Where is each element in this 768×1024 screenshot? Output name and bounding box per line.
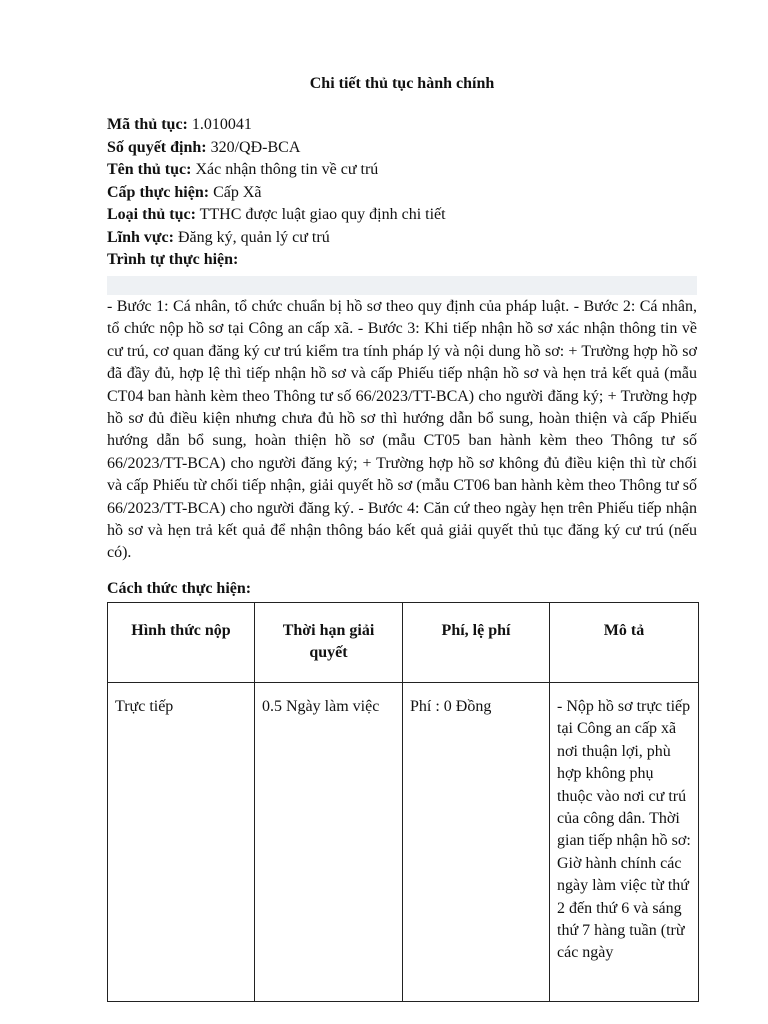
field-level <box>107 182 697 205</box>
table-cell <box>550 683 699 1002</box>
table-cell <box>108 683 255 1002</box>
field-decision-number <box>107 137 697 160</box>
column-header-description: Mô tả <box>550 603 699 683</box>
field-sequence <box>107 249 697 272</box>
field-label: Cấp thực hiện: <box>107 183 210 201</box>
method-heading: Cách thức thực hiện: <box>107 580 252 597</box>
field-label: Trình tự thực hiện: <box>107 251 239 268</box>
submission-methods-table <box>107 602 699 1002</box>
field-value: 320/QĐ-BCA <box>210 138 301 156</box>
document-title: Chi tiết thủ tục hành chính <box>309 75 495 92</box>
field-label: Loại thủ tục: <box>107 206 196 223</box>
shaded-divider <box>107 276 697 295</box>
table-header-row <box>108 603 699 683</box>
field-procedure-code <box>107 114 697 137</box>
column-header-fees: Phí, lệ phí <box>403 603 550 683</box>
field-value: Xác nhận thông tin về cư trú <box>195 161 379 178</box>
table-cell <box>255 683 403 1002</box>
column-header-submission-form: Hình thức nộp <box>108 603 255 683</box>
field-value: Đăng ký, quản lý cư trú <box>177 228 330 246</box>
field-value: TTHC được luật giao quy định chi tiết <box>199 206 446 223</box>
table-row <box>108 683 699 1002</box>
column-header-processing-time: Thời hạn giải quyết <box>255 603 403 683</box>
procedure-fields <box>107 114 697 272</box>
field-label: Mã thủ tục: <box>107 116 188 133</box>
field-procedure-type <box>107 204 697 227</box>
table-cell <box>403 683 550 1002</box>
field-value: 1.010041 <box>191 116 252 133</box>
cell-text: - Nộp hồ sơ trực tiếp tại Công an cấp xã nơi thuận lợi, phù hợp không phụ thuộc vào nơi cư trú của công dân. Thời gian tiếp nhận hồ sơ: Giờ hành chính các ngày làm việc từ thứ 2 đến thứ 6 và sáng thứ 7 hàng tuần (trừ các ngày <box>557 698 691 962</box>
cell-text: Phí : 0 Đồng <box>410 698 492 715</box>
field-domain <box>107 227 697 250</box>
field-procedure-name <box>107 159 697 182</box>
field-label: Lĩnh vực: <box>107 228 174 246</box>
cell-text: 0.5 Ngày làm việc <box>262 698 380 715</box>
cell-text: Trực tiếp <box>115 698 174 715</box>
field-value: Cấp Xã <box>213 183 262 201</box>
field-label: Số quyết định: <box>107 138 207 156</box>
procedure-steps-text: - Bước 1: Cá nhân, tổ chức chuẩn bị hồ sơ theo quy định của pháp luật. - Bước 2: Cá nhân, tổ chức nộp hồ sơ tại Công an cấp xã. - Bước 3: Khi tiếp nhận hồ sơ xác nhận thông tin về cư trú, cơ quan đăng ký cư trú kiểm tra tính pháp lý và nội dung hồ sơ: + Trường hợp hồ sơ đã đầy đủ, hợp lệ thì tiếp nhận hồ sơ và cấp Phiếu tiếp nhận hồ sơ và hẹn trả kết quả (mẫu CT04 ban hành kèm theo Thông tư số 66/2023/TT-BCA) cho người đăng ký; + Trường hợp hồ sơ đủ điều kiện nhưng chưa đủ hồ sơ thì hướng dẫn bổ sung, hoàn thiện và cấp Phiếu hướng dẫn bổ sung, hoàn thiện hồ sơ (mẫu CT05 ban hành kèm theo Thông tư số 66/2023/TT-BCA) cho người đăng ký; + Trường hợp hồ sơ không đủ điều kiện thì từ chối và cấp Phiếu từ chối tiếp nhận, giải quyết hồ sơ (mẫu CT06 ban hành kèm theo Thông tư số 66/2023/TT-BCA) cho người đăng ký. - Bước 4: Căn cứ theo ngày hẹn trên Phiếu tiếp nhận hồ sơ và hẹn trả kết quả để nhận thông báo kết quả giải quyết thủ tục đăng ký cư trú (nếu có). <box>107 298 697 562</box>
field-label: Tên thủ tục: <box>107 161 192 178</box>
